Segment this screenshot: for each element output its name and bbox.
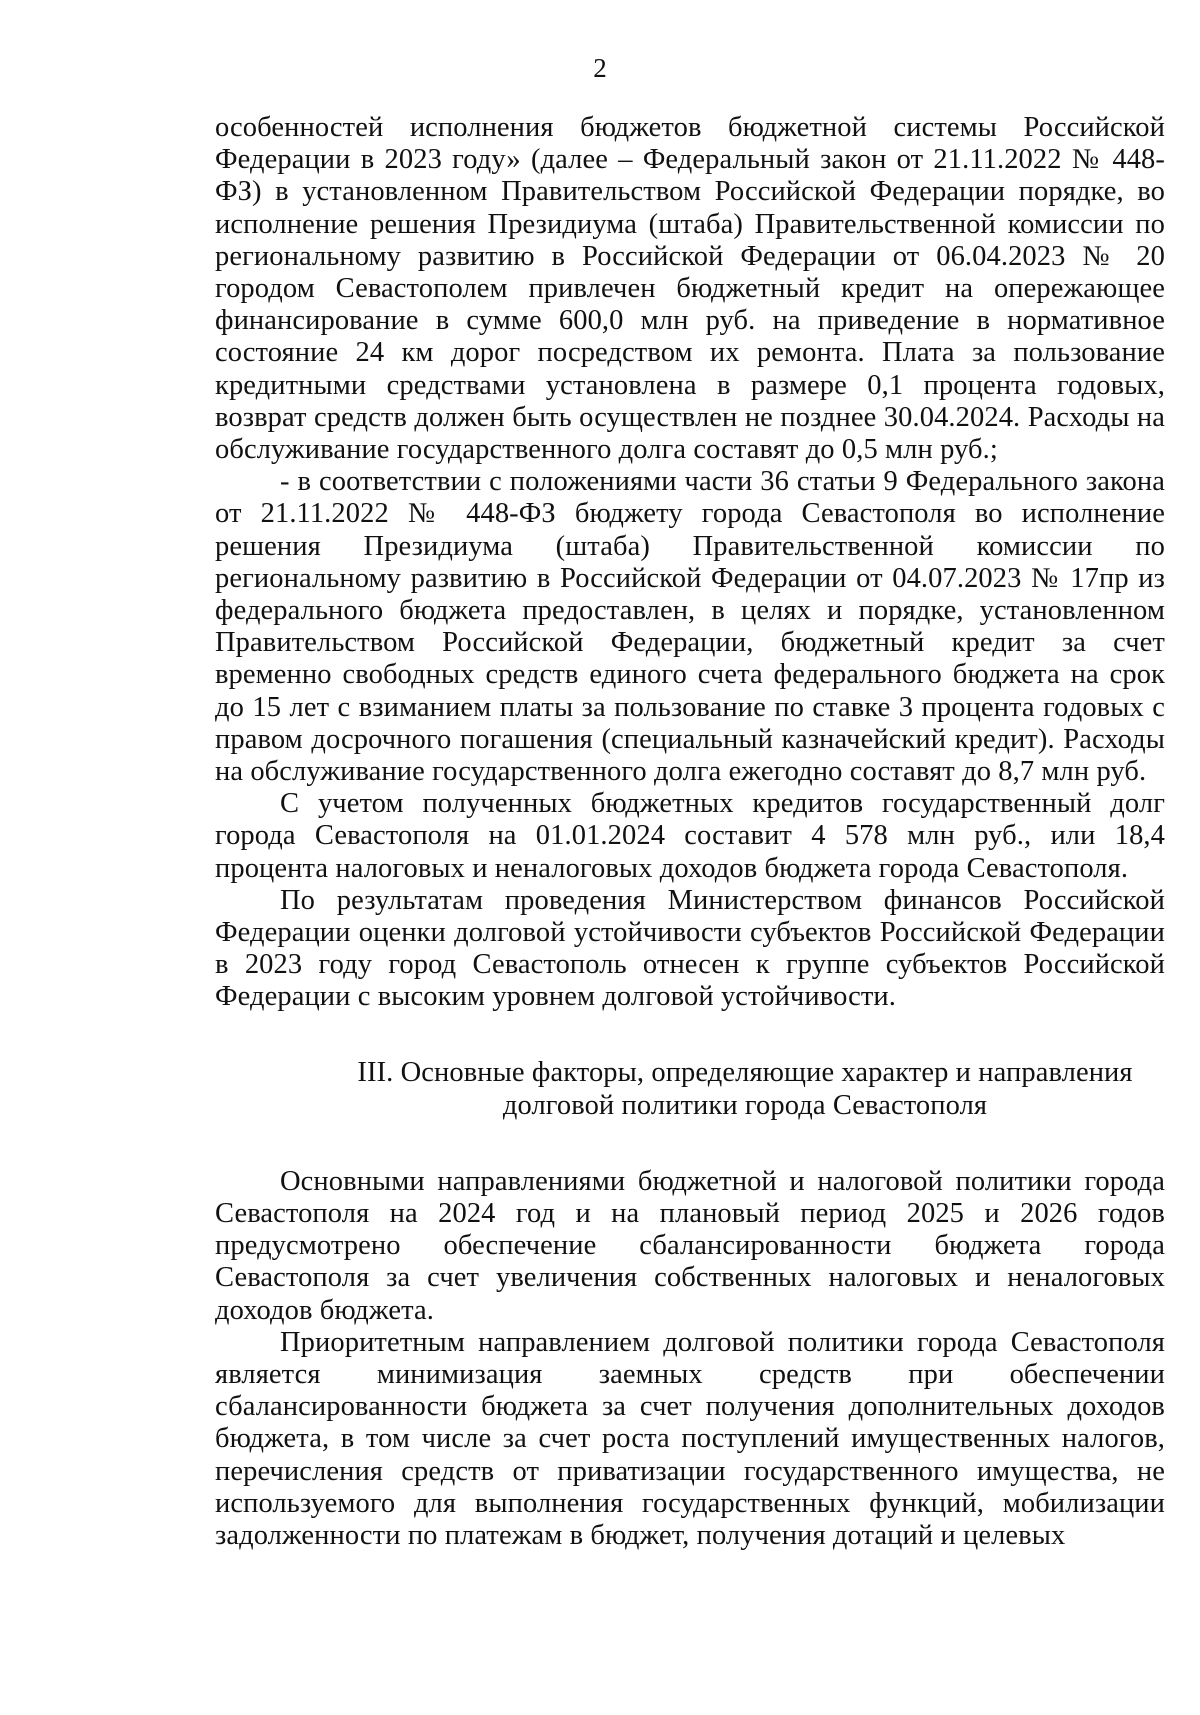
- paragraph-debt-sustainability: По результатам проведения Министерством финансов Российской Федерации оценки долговой устойчивости субъектов Российской Федерации в 2023 году город Севастополь отнесен к группе субъектов Российской Федерации с высоким уровнем долговой устойчивости.: [215, 884, 1165, 1013]
- paragraph-continuation: особенностей исполнения бюджетов бюджетной системы Российской Федерации в 2023 году» (далее – Федеральный закон от 21.11.2022 № 448-ФЗ) в установленном Правительством Российской Федерации порядке, во исполнение решения Президиума (штаба) Правительственной комиссии по региональному развитию в Российской Федерации от 06.04.2023 № 20 городом Севастополем привлечен бюджетный кредит на опережающее финансирование в сумме 600,0 млн руб. на приведение в нормативное состояние 24 км дорог посредством их ремонта. Плата за пользование кредитными средствами установлена в размере 0,1 процента годовых, возврат средств должен быть осуществлен не позднее 30.04.2024. Расходы на обслуживание государственного долга составят до 0,5 млн руб.;: [215, 112, 1165, 466]
- page-number: 2: [593, 53, 607, 83]
- document-body: [215, 112, 1165, 1552]
- section-heading-line-2: долговой политики города Севастополя: [502, 1089, 988, 1121]
- paragraph-public-debt-total: С учетом полученных бюджетных кредитов государственный долг города Севастополя на 01.01.2024 составит 4 578 млн руб., или 18,4 процента налоговых и неналоговых доходов бюджета города Севастополя.: [215, 788, 1165, 884]
- section-heading: [215, 1056, 1165, 1122]
- paragraph-debt-policy-priority: Приоритетным направлением долговой политики города Севастополя является минимизация заемных средств при обеспечении сбалансированности бюджета за счет получения дополнительных доходов бюджета, в том числе за счет роста поступлений имущественных налогов, перечисления средств от приватизации государственного имущества, не используемого для выполнения государственных функций, мобилизации задолженности по платежам в бюджет, получения дотаций и целевых: [215, 1326, 1165, 1551]
- paragraph-special-treasury-credit: - в соответствии с положениями части 36 статьи 9 Федерального закона от 21.11.2022 № 448-ФЗ бюджету города Севастополя во исполнение решения Президиума (штаба) Правительственной комиссии по региональному развитию в Российской Федерации от 04.07.2023 № 17пр из федерального бюджета предоставлен, в целях и порядке, установленном Правительством Российской Федерации, бюджетный кредит за счет временно свободных средств единого счета федерального бюджета на срок до 15 лет с взиманием платы за пользование по ставке 3 процента годовых с правом досрочного погашения (специальный казначейский кредит). Расходы на обслуживание государственного долга ежегодно составят до 8,7 млн руб.: [215, 466, 1165, 788]
- paragraph-budget-policy-directions: Основными направлениями бюджетной и налоговой политики города Севастополя на 2024 год и на плановый период 2025 и 2026 годов предусмотрено обеспечение сбалансированности бюджета города Севастополя за счет увеличения собственных налоговых и неналоговых доходов бюджета.: [215, 1165, 1165, 1326]
- section-heading-line-1: III. Основные факторы, определяющие характер и направления: [357, 1056, 1133, 1088]
